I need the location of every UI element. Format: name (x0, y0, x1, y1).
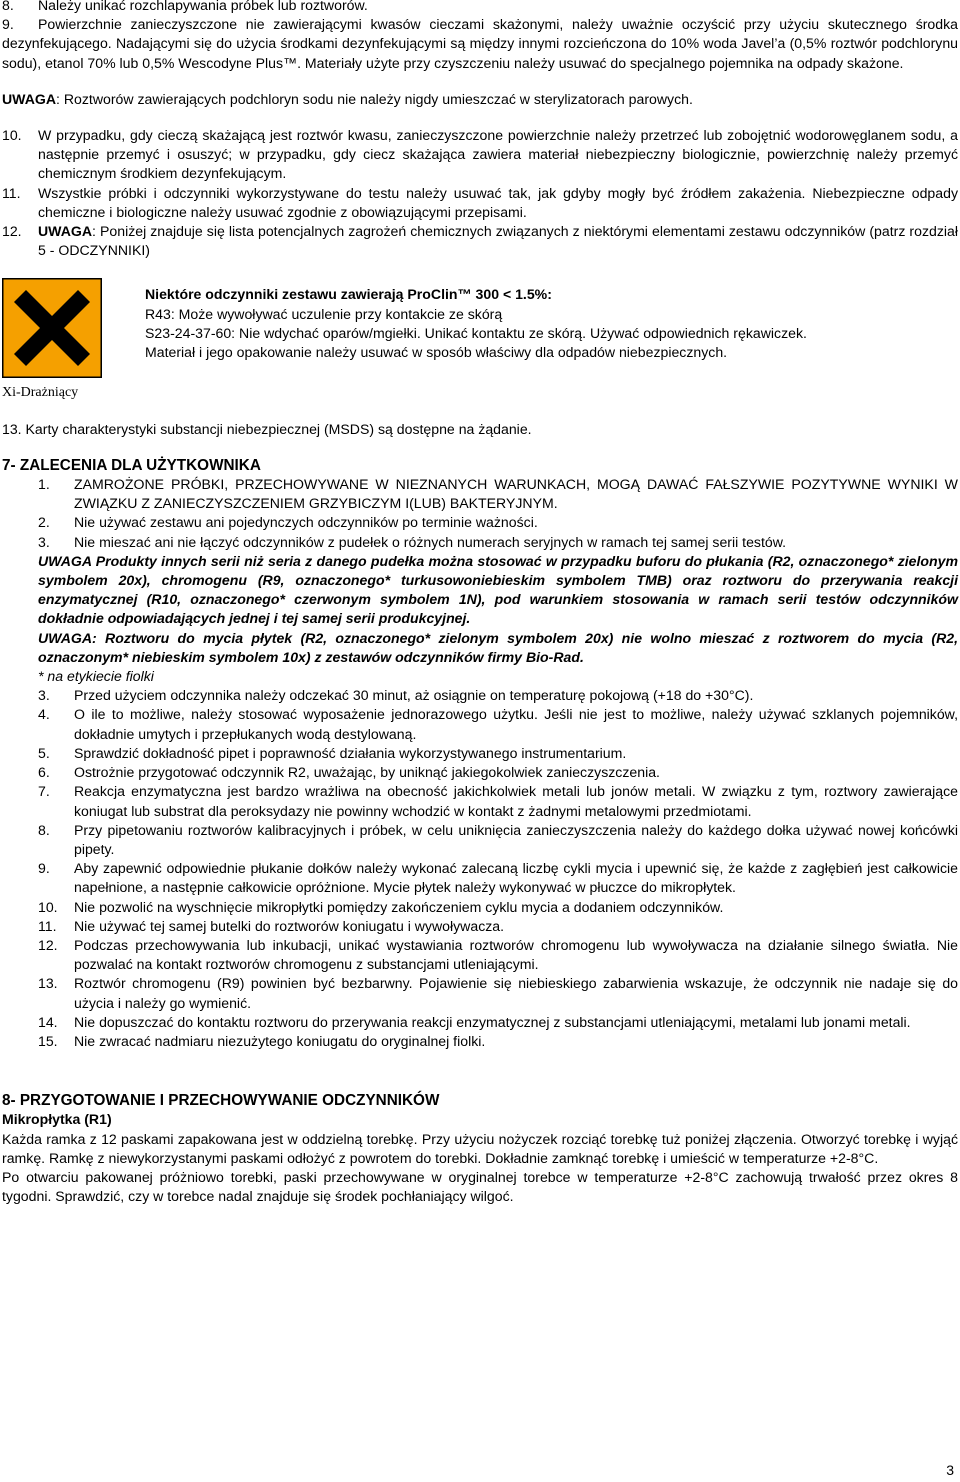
item-number: 14. (38, 1013, 58, 1030)
section-7-heading: 7- ZALECENIA DLA UŻYTKOWNIKA (2, 456, 261, 474)
list-item (2, 126, 958, 184)
item-text: Roztwór chromogenu (R9) powinien być bezbarwny. Pojawienie się niebieskiego zabarwienia wskazuje, że odczynnik nie nadaje się do użycia i należy go wymienić. (74, 975, 958, 1011)
hazard-block (2, 278, 958, 402)
list-item (38, 1013, 958, 1032)
uwaga-label: UWAGA (38, 223, 93, 240)
item-text: Należy unikać rozchlapywania próbek lub roztworów. (38, 0, 368, 13)
item-text: Sprawdzić dokładność pipet i poprawność działania wykorzystywanego instrumentarium. (74, 744, 627, 761)
list-item (38, 898, 958, 917)
list-item (2, 222, 958, 260)
section-7-body (2, 475, 958, 1051)
list-item (38, 533, 958, 552)
item-text: Nie używać tej samej butelki do roztworów koniugatu i wywoływacza. (74, 917, 505, 934)
item-number: 7. (38, 783, 50, 800)
hazard-caption: Xi-Drażniący (2, 385, 79, 401)
item-text: Przed użyciem odczynnika należy odczekać 30 minut, aż osiągnie on temperaturę pokojową (+18 do +30°C). (74, 687, 754, 704)
item-number: 12. (38, 936, 58, 953)
item-number: 9. (38, 860, 50, 877)
item-number: 8. (2, 0, 14, 13)
item-text (38, 222, 958, 260)
list-item (38, 821, 958, 859)
uwaga-label: UWAGA (2, 90, 57, 107)
page-number: 3 (946, 1461, 954, 1478)
section-7-list (38, 686, 958, 1051)
list-item (38, 859, 958, 897)
item-text: Nie zwracać nadmiaru niezużytego koniugatu do oryginalnej fiolki. (74, 1032, 486, 1049)
list-item (38, 974, 958, 1012)
item-number: 9. (2, 16, 14, 33)
item-text: Wszystkie próbki i odczynniki wykorzystywane do testu należy usuwać tak, jak gdyby mogły być źródłem zakażenia. Niebezpieczne odpady chemiczne i biologiczne należy usuwać zgodnie z obowiązującymi przepisami. (38, 184, 958, 220)
section-8-paragraph: Po otwarciu pakowanej próżniowo torebki, paski przechowywane w oryginalnej torebce w temperaturze +2-8°C zachowują trwałość przez okres 8 tygodni. Sprawdzić, czy w torebce nadal znajduje się środek pochłaniający wilgoć. (2, 1168, 958, 1205)
uwaga-text: : Roztworów zawierających podchloryn sodu nie należy nigdy umieszczać w sterylizatorach parowych. (56, 90, 693, 107)
harmful-x-icon (2, 278, 102, 378)
item-text: Podczas przechowywania lub inkubacji, unikać wystawiania roztworów chromogenu lub wywoływacza na działanie silnego światła. Nie pozwalać na kontakt roztworów chromogenu z substancjami utleniającymi. (74, 936, 958, 973)
list-item (38, 686, 958, 705)
item-text: ZAMROŻONE PRÓBKI, PRZECHOWYWANE W NIEZNANYCH WARUNKACH, MOGĄ DAWAĆ FAŁSZYWIE POZYTYWNE WYNIKI W ZWIĄZKU Z ZANIECZYSZCZENIEM GRZYBICZYM I(LUB) BAKTERYJNYM. (74, 476, 958, 512)
list-item (38, 917, 958, 936)
list-item (38, 1032, 958, 1051)
item-text: Ostrożnie przygotować odczynnik R2, uważając, by uniknąć jakiegokolwiek zanieczyszczenia. (74, 764, 660, 781)
item-number: 4. (38, 706, 50, 723)
item-text: Nie używać zestawu ani pojedynczych odczynników po terminie ważności. (74, 514, 538, 531)
hazard-line: S23-24-37-60: Nie wdychać oparów/mgiełki. Unikać kontaktu ze skórą. Używać odpowiednich rękawiczek. (145, 324, 807, 341)
item-text: Reakcja enzymatyczna jest bardzo wrażliwa na obecność jakichkolwiek metali lub jonów metali. W związku z tym, roztwory zawierające koniugat lub substrat dla peroksydazy nie powinny wchodzić w kontakt z żadnymi metalowymi przedmiotami. (74, 783, 958, 819)
item-number: 8. (38, 821, 50, 838)
item-number: 15. (38, 1032, 58, 1049)
section-8-subheading: Mikropłytka (R1) (2, 1111, 112, 1128)
hazard-line: Materiał i jego opakowanie należy usuwać w sposób właściwy dla odpadów niebezpiecznych. (145, 344, 728, 361)
item-text: W przypadku, gdy cieczą skażającą jest roztwór kwasu, zanieczyszczone powierzchnie należy przetrzeć lub zobojętnić wodorowęglanem sodu, a następnie przemyć i osuszyć; w przypadku, gdy ciecz skażająca zawiera materiał niebezpieczny biologicznie, powierzchnię należy przemyć chemicznym środkiem dezynfekującym. (38, 127, 958, 182)
hazard-title: Niektóre odczynniki zestawu zawierają ProClin™ 300 < 1.5%: (145, 286, 552, 303)
item-13: 13. Karty charakterystyki substancji niebezpiecznej (MSDS) są dostępne na żądanie. (2, 420, 532, 437)
uwaga-note: UWAGA Produkty innych serii niż seria z danego pudełka można stosować w przypadku buforu do płukania (R2, oznaczonego* zielonym symbolem 20x), chromogenu (R9, oznaczonego* turkusowoniebieskim symbolem TMB) oraz roztworu do przerywania reakcji enzymatycznej (R10, oznaczonego* czerwonym symbolem 1N), pod warunkiem stosowania w ramach serii testów odczynników dokładnie odpowiadających jednej i tej samej serii produkcyjnej. (38, 552, 958, 627)
item-number: 3. (38, 687, 50, 704)
item-text: Nie pozwolić na wyschnięcie mikropłytki pomiędzy zakończeniem cyklu mycia a dodaniem odczynników. (74, 898, 724, 915)
item-number: 3. (38, 533, 50, 550)
item-number: 10. (2, 127, 22, 144)
item-number: 12. (2, 223, 22, 240)
list-item (38, 763, 958, 782)
item-text: Aby zapewnić odpowiednie płukanie dołków należy wykonać zalecaną liczbę cykli mycia i upewnić się, że każde z zagłębień jest całkowicie napełnione, a następnie całkowicie opróżnione. Mycie płytek należy wykonywać w płuczce do mikropłytek. (74, 860, 958, 896)
uwaga-text: : Poniżej znajduje się lista potencjalnych zagrożeń chemicznych związanych z niektórymi elementami zestawu odczynników (patrz rozdział 5 - ODCZYNNIKI) (38, 223, 958, 259)
uwaga-sterilizer-note (2, 90, 958, 109)
footnote: * na etykiecie fiolki (38, 668, 154, 685)
item-number: 11. (2, 184, 21, 201)
list-item (38, 705, 958, 743)
hazard-line: R43: Może wywoływać uczulenie przy kontakcie ze skórą (145, 305, 503, 322)
item-text: Przy pipetowaniu roztworów kalibracyjnych i próbek, w celu uniknięcia zanieczyszczenia należy do każdego dołka używać nowej końcówki pipety. (74, 821, 958, 857)
hazard-symbol (2, 278, 112, 402)
item-number: 2. (38, 514, 50, 531)
item-number: 6. (38, 764, 50, 781)
list-item (38, 513, 958, 532)
section-8-paragraph: Każda ramka z 12 paskami zapakowana jest w oddzielną torebkę. Przy użyciu nożyczek rozciąć torebkę tuż poniżej złączenia. Otworzyć torebkę i wyjąć ramkę. Ramkę z niewykorzystanymi paskami odłożyć z powrotem do torebki. Dokładnie zamknąć torebkę i umieścić w temperaturze +2-8°C. (2, 1130, 958, 1166)
item-number: 1. (38, 476, 50, 493)
item-text: Nie dopuszczać do kontaktu roztworu do przerywania reakcji enzymatycznej z substancjami utleniającymi, metalami lub jonami metali. (74, 1013, 911, 1030)
item-number: 10. (38, 898, 58, 915)
item-number: 13. (38, 975, 58, 992)
uwaga-note: UWAGA: Roztworu do mycia płytek (R2, oznaczonego* zielonym symbolem 20x) nie wolno mieszać z roztworem do mycia (R2, oznaczonym* niebieskim symbolem 10x) z zestawów odczynników firmy Bio-Rad. (38, 629, 958, 665)
list-item (2, 15, 958, 73)
list-item (38, 936, 958, 974)
list-item (2, 184, 958, 222)
item-text: O ile to możliwe, należy stosować wyposażenie jednorazowego użytku. Jeśli nie jest to możliwe, należy używać szklanych pojemników, dokładnie umytych i przepłukanych wodą destylowaną. (74, 706, 958, 742)
list-item (38, 475, 958, 513)
section-8-heading: 8- PRZYGOTOWANIE I PRZECHOWYWANIE ODCZYNNIKÓW (2, 1092, 440, 1110)
list-item (38, 782, 958, 820)
item-number: 11. (38, 917, 57, 934)
item-text: Powierzchnie zanieczyszczone nie zawierającymi kwasów cieczami skażonymi, należy uważnie oczyścić przy użyciu skutecznego środka dezynfekującego. Nadającymi się do użycia środkami dezynfekującymi są między innymi rozcieńczona do 10% woda Javel’a (0,5% roztwór podchlorynu sodu), etanol 70% lub 0,5% Wescodyne Plus™. Materiały użyte przy czyszczeniu należy usuwać do specjalnego pojemnika na odpady skażone. (2, 16, 958, 71)
list-item (38, 744, 958, 763)
list-item (2, 0, 958, 15)
hazard-text (145, 285, 807, 402)
item-number: 5. (38, 744, 50, 761)
item-text: Nie mieszać ani nie łączyć odczynników z pudełek o różnych numerach seryjnych w ramach tej samej serii testów. (74, 533, 787, 550)
